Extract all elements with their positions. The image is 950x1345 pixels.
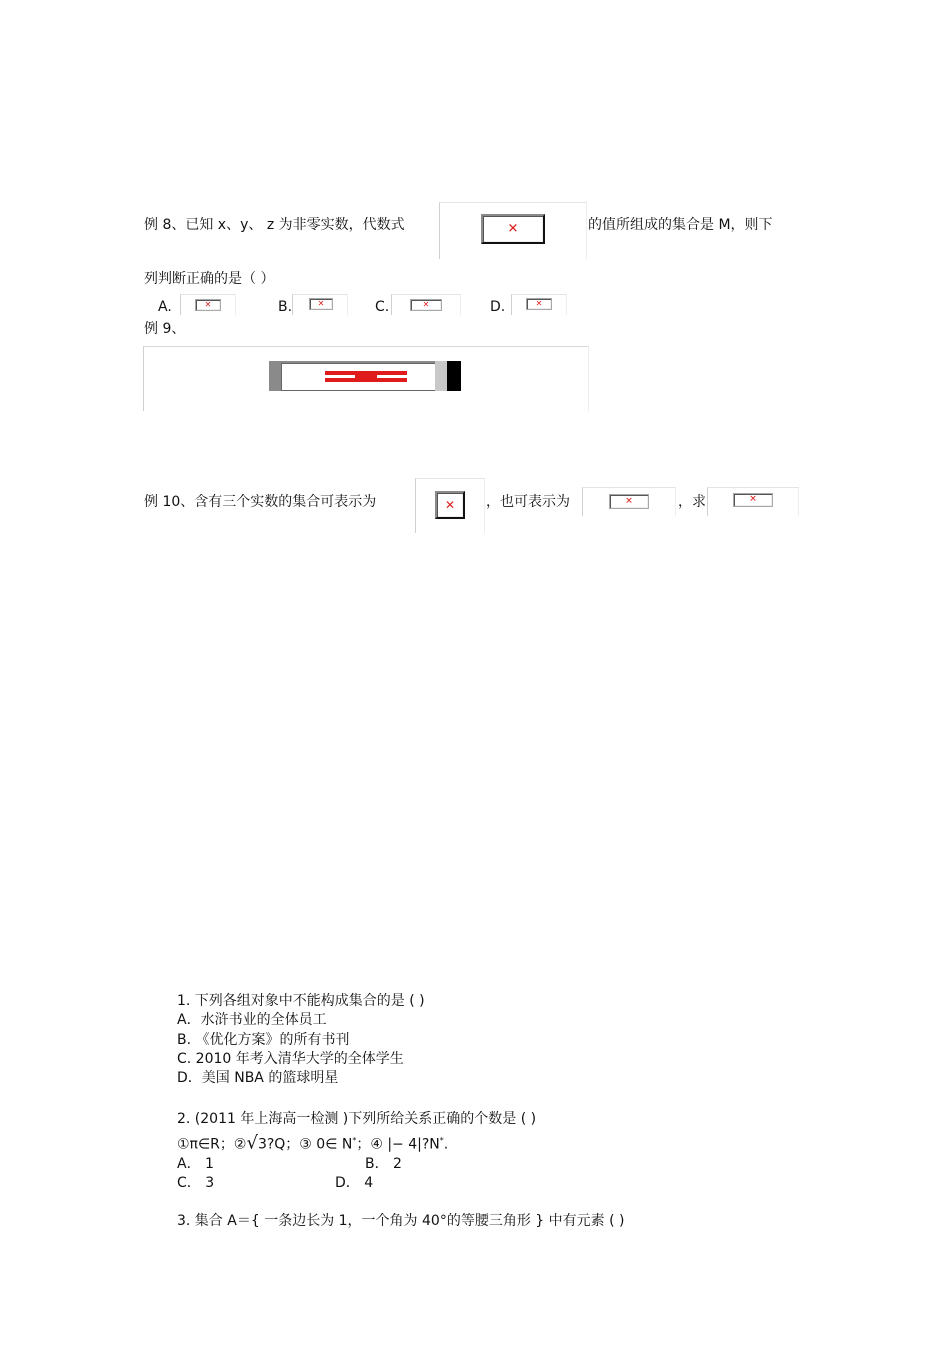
ex10-set1-frame <box>415 478 485 533</box>
broken-image-icon <box>269 361 461 391</box>
ex8-option-c-label: C. <box>375 299 390 315</box>
broken-image-icon <box>410 299 442 311</box>
red-x-icon: ✕ <box>749 494 757 505</box>
ex10-part2: ，也可表示为 <box>486 494 570 510</box>
q2-superscript-1: * <box>352 1136 357 1145</box>
red-x-icon: ✕ <box>444 498 456 512</box>
red-x-icon: ✕ <box>625 496 633 506</box>
broken-image-icon <box>526 298 552 310</box>
q1-option-b: B. 《优化方案》的所有书刊 <box>177 1032 350 1048</box>
ex8-option-a-frame <box>180 294 236 315</box>
ex9-image-frame <box>143 346 589 411</box>
q2-relations <box>177 1132 448 1154</box>
q2-relation-2: 3?Q；③ 0∈ N <box>257 1136 353 1153</box>
q1-option-d: D．美国 NBA 的篮球明星 <box>177 1070 339 1086</box>
ex8-option-c-frame <box>391 294 461 315</box>
red-x-icon: ✕ <box>204 300 212 309</box>
q1-option-c: C. 2010 年考入清华大学的全体学生 <box>177 1051 404 1067</box>
q3-stem: 3. 集合 A＝{ 一条边长为 1，一个角为 40°的等腰三角形 } 中有元素 ( ) <box>177 1213 625 1229</box>
q2-option-d: D． 4 <box>335 1175 374 1191</box>
ex9-label: 例 9、 <box>144 321 186 337</box>
ex10-answer-frame <box>707 487 799 516</box>
q2-option-c: C． 3 <box>177 1175 215 1191</box>
ex8-option-b-label: B. <box>278 299 293 315</box>
broken-image-icon <box>309 298 333 310</box>
broken-image-icon <box>195 299 221 311</box>
q2-superscript-2: * <box>439 1136 444 1145</box>
sqrt-symbol: √ <box>246 1132 258 1154</box>
q2-stem: 2. (2011 年上海高一检测 )下列所给关系正确的个数是 ( ) <box>177 1111 537 1127</box>
ex8-expression-frame <box>439 202 587 259</box>
q2-relation-3: ；④ |− 4|?N <box>356 1136 440 1153</box>
ex8-option-a-label: A. <box>158 299 172 315</box>
ex10-part3: ，求 <box>678 494 706 510</box>
ex8-line1-a: 例 8、已知 x、y、 z 为非零实数，代数式 <box>144 217 405 233</box>
red-x-icon: ✕ <box>535 299 543 308</box>
red-x-icon: ✕ <box>317 299 325 308</box>
ex8-option-d-frame <box>511 294 567 315</box>
red-x-icon: ✕ <box>422 300 430 309</box>
ex8-option-b-frame <box>292 294 348 315</box>
ex8-line1-b: 的值所组成的集合是 M，则下 <box>588 217 773 233</box>
q1-option-a: A．水浒书业的全体员工 <box>177 1012 327 1028</box>
q2-relation-1: ①π∈R；② <box>177 1136 247 1153</box>
q2-relation-4: . <box>443 1136 449 1153</box>
ex10-part1: 例 10、含有三个实数的集合可表示为 <box>144 494 377 510</box>
q1-stem: 1. 下列各组对象中不能构成集合的是 ( ) <box>177 993 425 1009</box>
broken-image-icon <box>481 214 545 244</box>
red-x-icon: ✕ <box>507 221 519 237</box>
broken-image-icon <box>609 494 649 509</box>
q2-option-a: A． 1 <box>177 1156 214 1172</box>
ex8-line2: 列判断正确的是（ ） <box>144 271 275 287</box>
broken-image-icon <box>435 491 465 519</box>
broken-image-icon <box>733 493 773 507</box>
ex10-set2-frame <box>582 487 676 516</box>
q2-option-b: B． 2 <box>365 1156 402 1172</box>
ex8-option-d-label: D. <box>490 299 506 315</box>
